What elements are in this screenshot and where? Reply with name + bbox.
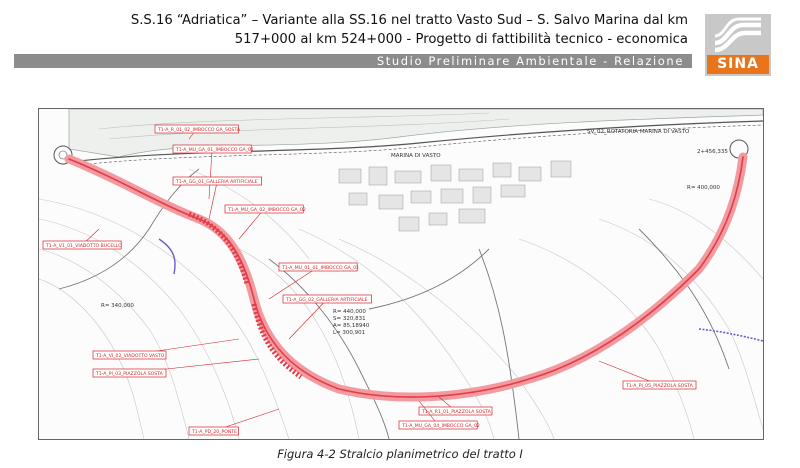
label-marina: MARINA DI VASTO — [391, 153, 441, 159]
callout-label: T1-A_V1_01_VIADOTTO BUCELLO — [46, 244, 122, 249]
sina-logo-text: SINA — [707, 55, 769, 74]
label-curve-mid-2: S= 320,831 — [333, 316, 366, 322]
label-curve-mid-4: L= 300,901 — [333, 330, 366, 336]
callout-label: T1-A_MU_GA_01_IMBOCCO GA_01 — [176, 148, 254, 153]
callout-label: T1-A_MU_GA_02_IMBOCCO GA_02 — [228, 208, 306, 213]
callout-leader — [289, 299, 327, 339]
callout-leader — [239, 209, 264, 239]
callout-label: T1-A_GG_02_GALLERIA ARTIFICIALE — [286, 298, 368, 303]
label-curve-left: R= 340,000 — [101, 303, 134, 309]
document-title-line-1: S.S.16 “Adriatica” – Variante alla SS.16 nel tratto Vasto Sud – S. Salvo Marina dal km — [130, 13, 688, 28]
document-title — [60, 11, 688, 49]
label-curve-mid-3: A= 85,18940 — [333, 323, 370, 329]
sina-logo-mark-icon — [713, 17, 763, 53]
callout-leader — [209, 181, 217, 219]
document-subtitle: Studio Preliminare Ambientale - Relazione — [376, 54, 684, 68]
plan-map-drawing — [39, 109, 763, 439]
header-band — [14, 54, 692, 68]
callout-leader — [269, 267, 318, 299]
callout-label: T1-A_R1_01_PIAZZOLA SOSTA — [422, 410, 491, 415]
label-curve-right: R= 400,000 — [687, 185, 720, 191]
callout-label: T1-A_MU_GA_04_IMBOCCO GA_02 — [402, 424, 480, 429]
callout-label: T1-A_PD_20_PONTE — [192, 430, 238, 435]
callout-label: T1-A_MU_01_01_IMBOCCO GA_01 — [282, 266, 359, 271]
figure-caption: Figura 4-2 Stralcio planimetrico del tratto I — [277, 447, 523, 461]
callout-label: T1-A_PI_03_PIAZZOLA SOSTA — [96, 372, 163, 377]
callout-label: T1-A_PI_05_PIAZZOLA SOSTA — [626, 384, 693, 389]
label-chainage-right: 2+456,335 — [697, 149, 728, 155]
callout-label: T1-A_R_01_02_IMBOCCO GA_SOSTA — [158, 128, 241, 133]
callout-label: T1-A_VI_02_VIADOTTO VASTO — [96, 354, 165, 359]
plan-map — [38, 108, 764, 440]
label-rotatoria: SV_02_ROTATORIA MARINA DI VASTO — [587, 129, 690, 135]
callout-label: T1-A_GG_01_GALLERIA ARTIFICIALE — [176, 180, 258, 185]
document-title-line-2: 517+000 al km 524+000 - Progetto di fattibilità tecnico - economica — [234, 32, 688, 47]
sina-logo — [705, 14, 771, 76]
label-curve-mid: R= 440,000 — [333, 309, 366, 315]
